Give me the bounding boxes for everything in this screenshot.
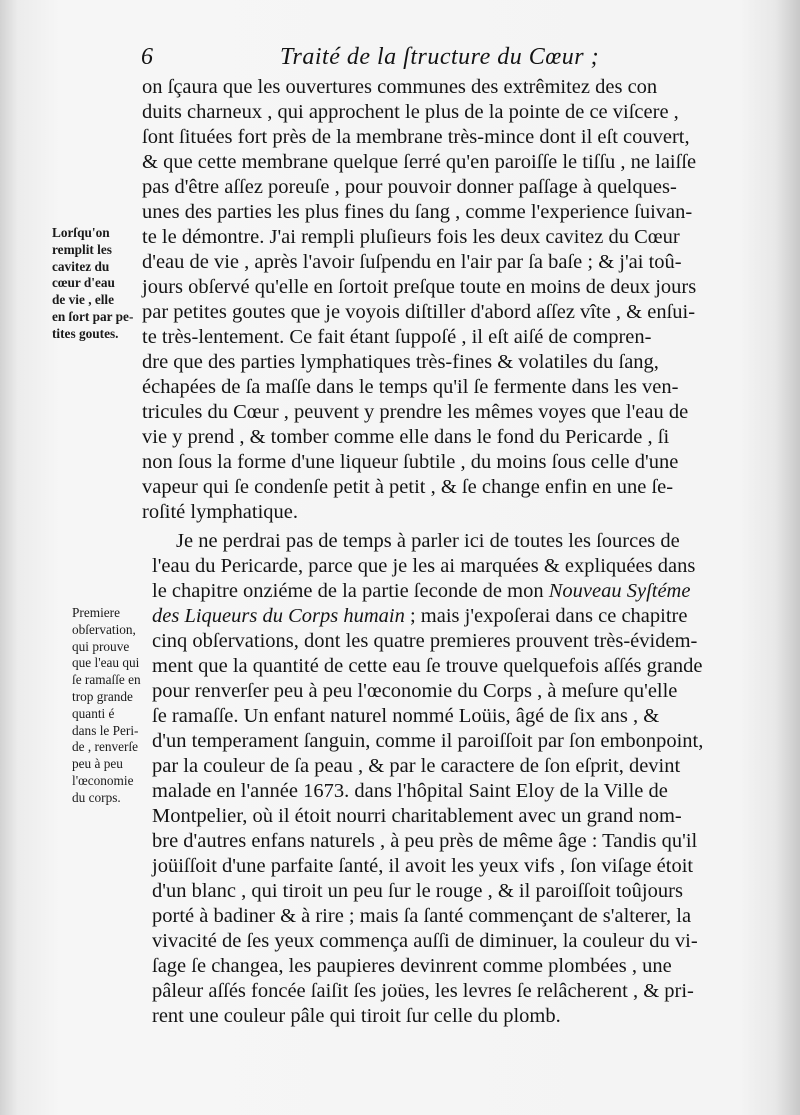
margin-note-line: en ſort par pe- [52,308,134,324]
margin-note-1 [52,225,136,343]
text-line: Montpelier, où il étoit nourri charitablement avec un grand nom- [152,805,682,827]
text-line: jours obſervé qu'elle en ſortoit preſque toute en moins de deux jours [142,276,697,298]
margin-note-line: quanti é [72,705,115,721]
margin-note-line: l'œconomie [72,772,134,788]
body-text [140,75,780,1029]
text-line: unes des parties les plus fines du ſang , comme l'experience ſuivan- [142,201,693,223]
text-line: malade en l'année 1673. dans l'hôpital Saint Eloy de la Ville de [152,780,668,802]
running-head: Traité de la ſtructure du Cœur ; [280,44,600,70]
text-line: te le démontre. J'ai rempli pluſieurs fois les deux cavitez du Cœur [142,226,680,248]
margin-note-line: cavitez du [52,258,110,274]
margin-note-line: obſervation, [72,621,136,637]
text-line: non ſous la forme d'une liqueur ſubtile , du moins ſous celle d'une [142,451,679,473]
text-line: tricules du Cœur , peuvent y prendre les mêmes voyes que l'eau de [142,401,689,423]
margin-note-line: remplit les [52,241,112,257]
margin-note-line: du corps. [72,789,121,805]
text-line: te très-lentement. Ce fait étant ſuppoſé , il eſt aiſé de compren- [142,326,652,348]
text-line: ſage ſe changea, les paupieres devinrent comme plombées , une [152,955,672,977]
margin-note-line: tites goutes. [52,325,119,341]
text-line: rent une couleur pâle qui tiroit ſur celle du plomb. [152,1005,561,1027]
text-line [152,579,780,604]
margin-note-line: trop grande [72,688,133,704]
text-line: dre que des parties lymphatiques très-fines & volatiles du ſang, [142,351,659,373]
margin-note-line: ſe ramaſſe en [72,672,141,688]
paragraph-1 [140,75,780,525]
text-line: cinq obſervations, dont les quatre premieres prouvent très-évidem- [152,630,698,652]
margin-note-line: que l'eau qui [72,655,140,671]
margin-note-line: de vie , elle [52,292,115,308]
text-line: d'un blanc , qui tiroit un peu ſur le rouge , & il paroiſſoit toûjours [152,880,683,902]
text-line: Je ne perdrai pas de temps à parler ici de toutes les ſources de [176,530,680,552]
text-line: bre d'autres enfans naturels , à peu près de même âge : Tandis qu'il [152,830,698,852]
text-line: l'eau du Pericarde, parce que je les ai marquées & expliquées dans [152,555,696,577]
text-line: on ſçaura que les ouvertures communes des extrêmitez des con [142,76,658,98]
text-line [152,604,780,629]
text-segment: le chapitre onziéme de la partie ſeconde de mon [152,580,549,602]
text-line: ment que la quantité de cette eau ſe trouve quelquefois aſſés grande [152,655,703,677]
margin-note-line: Premiere [72,605,120,620]
text-line: porté à badiner & à rire ; mais ſa ſanté commençant de s'alterer, la [152,905,692,927]
margin-note-line: cœur d'eau [52,275,115,291]
text-line: par petites goutes que je voyois diſtiller d'abord aſſez vîte , & enſui- [142,301,696,323]
margin-note-line: Lorſqu'on [52,225,110,240]
margin-note-line: qui prouve [72,638,130,654]
text-line: ſont ſituées fort près de la membrane très-mince dont il eſt couvert, [142,126,690,148]
text-line: vapeur qui ſe condenſe petit à petit , & ſe change enfin en une ſe- [142,476,674,498]
text-line: vie y prend , & tomber comme elle dans le fond du Pericarde , ſi [142,426,670,448]
book-title-italic: Nouveau Syſtéme [548,580,691,602]
text-segment: ; mais j'expoſerai dans ce chapitre [404,605,688,627]
text-line: vivacité de ſes yeux commença auſſi de diminuer, la couleur du vi- [152,930,698,952]
text-line: pour renverſer peu à peu l'œconomie du Corps , à meſure qu'elle [152,680,678,702]
text-line: pâleur aſſés foncée ſaiſit ſes joües, les levres ſe relâcherent , & pri- [152,980,694,1002]
text-line: & que cette membrane quelque ſerré qu'en paroiſſe le tiſſu , ne laiſſe [142,151,697,173]
margin-note-line: peu à peu [72,756,123,772]
paragraph-2 [140,529,780,1029]
text-line: duits charneux , qui approchent le plus de la pointe de ce viſcere , [142,101,679,123]
text-line: pas d'être aſſez poreuſe , pour pouvoir donner paſſage à quelques- [142,176,677,198]
text-line: roſité lymphatique. [142,501,298,523]
text-line: d'eau de vie , après l'avoir ſuſpendu en l'air par ſa baſe ; & j'ai toû- [142,251,682,273]
margin-note-line: de , renverſe [72,739,139,755]
text-line: échapées de ſa maſſe dans le temps qu'il ſe fermente dans les ven- [142,376,679,398]
text-line: ſe ramaſſe. Un enfant naturel nommé Loüis, âgé de ſix ans , & [152,705,660,727]
text-line: par la couleur de ſa peau , & par le caractere de ſon eſprit, devint [152,755,681,777]
margin-note-line: dans le Peri- [72,722,139,738]
book-title-italic: des Liqueurs du Corps humain [152,605,405,627]
text-line: d'un temperament ſanguin, comme il paroiſſoit par ſon embonpoint, [152,730,704,752]
text-line: joüiſſoit d'une parfaite ſanté, il avoit les yeux vifs , ſon viſage étoit [152,855,694,877]
page-number: 6 [141,44,153,70]
